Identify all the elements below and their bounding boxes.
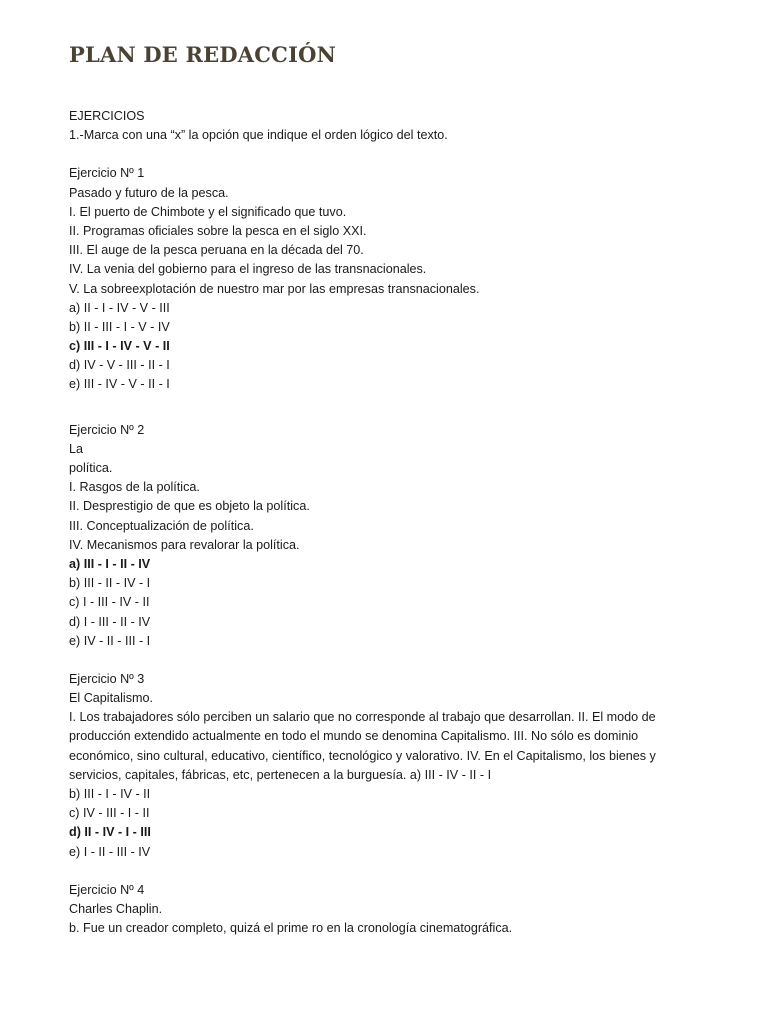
statement-line: II. Programas oficiales sobre la pesca en el siglo XXI.	[69, 223, 367, 238]
exercise-topic: Charles Chaplin.	[69, 902, 163, 916]
answer-option: c) I - III - IV - II	[69, 595, 150, 610]
answer-option: b) III - I - IV - II	[69, 787, 151, 802]
exercise-4	[69, 881, 709, 939]
statement-line: I. El puerto de Chimbote y el significado que tuvo.	[69, 204, 347, 219]
exercise-heading: Ejercicio Nº 4	[69, 882, 145, 897]
statement-line: V. La sobreexplotación de nuestro mar por las empresas transnacionales.	[69, 281, 480, 296]
answer-option: a) II - I - IV - V - III	[69, 300, 170, 315]
page-title: PLAN DE REDACCIÓN	[69, 42, 336, 67]
exercise-heading: Ejercicio Nº 3	[69, 671, 145, 686]
answer-option-correct: a) III - I - II - IV	[69, 556, 151, 571]
exercise-topic: Pasado y futuro de la pesca.	[69, 185, 229, 200]
exercise-topic: política.	[69, 461, 113, 475]
answer-option: e) I - II - III - IV	[69, 844, 151, 859]
exercise-topic: El Capitalismo.	[69, 691, 153, 706]
answer-option: d) IV - V - III - II - I	[69, 358, 170, 373]
answer-option-correct: c) III - I - IV - V - II	[69, 339, 170, 354]
answer-option: b) III - II - IV - I	[69, 576, 151, 591]
exercise-paragraph: I. Los trabajadores sólo perciben un salario que no corresponde al trabajo que desarrollan. II. El modo de producción extendido actualmente en todo el mundo se denomina Capitalismo. III. No sólo es dominio económico, sino cultural, educativo, científico, tecnológico y valorativo. IV. En el Capitalismo, los bienes y servicios, capitales, fábricas, etc, pertenecen a la burguesía. a) III - IV - II - I	[69, 710, 656, 782]
section-heading: EJERCICIOS	[69, 109, 145, 123]
exercise-topic: La	[69, 441, 84, 456]
exercise-heading: Ejercicio Nº 2	[69, 422, 145, 437]
answer-option: c) IV - III - I - II	[69, 806, 150, 821]
answer-option: e) IV - II - III - I	[69, 633, 151, 648]
exercise-heading: Ejercicio Nº 1	[69, 166, 145, 181]
answer-option-correct: d) II - IV - I - III	[69, 825, 151, 840]
statement-line: I. Rasgos de la política.	[69, 480, 200, 495]
exercise-2	[69, 421, 709, 651]
document-body	[69, 107, 709, 938]
statement-line: IV. La venia del gobierno para el ingreso de las transnacionales.	[69, 262, 427, 277]
answer-option: e) III - IV - V - II - I	[69, 377, 170, 392]
answer-option: d) I - III - II - IV	[69, 614, 151, 629]
exercise-3	[69, 670, 709, 862]
statement-line: III. Conceptualización de política.	[69, 518, 254, 533]
statement-line: b. Fue un creador completo, quizá el prime ro en la cronología cinematográfica.	[69, 921, 513, 936]
answer-option: b) II - III - I - V - IV	[69, 319, 170, 334]
statement-line: II. Desprestigio de que es objeto la política.	[69, 499, 310, 514]
statement-line: IV. Mecanismos para revalorar la política.	[69, 537, 300, 552]
exercise-1	[69, 164, 709, 394]
instruction-text: 1.-Marca con una “x” la opción que indique el orden lógico del texto.	[69, 128, 448, 143]
statement-line: III. El auge de la pesca peruana en la década del 70.	[69, 243, 364, 258]
